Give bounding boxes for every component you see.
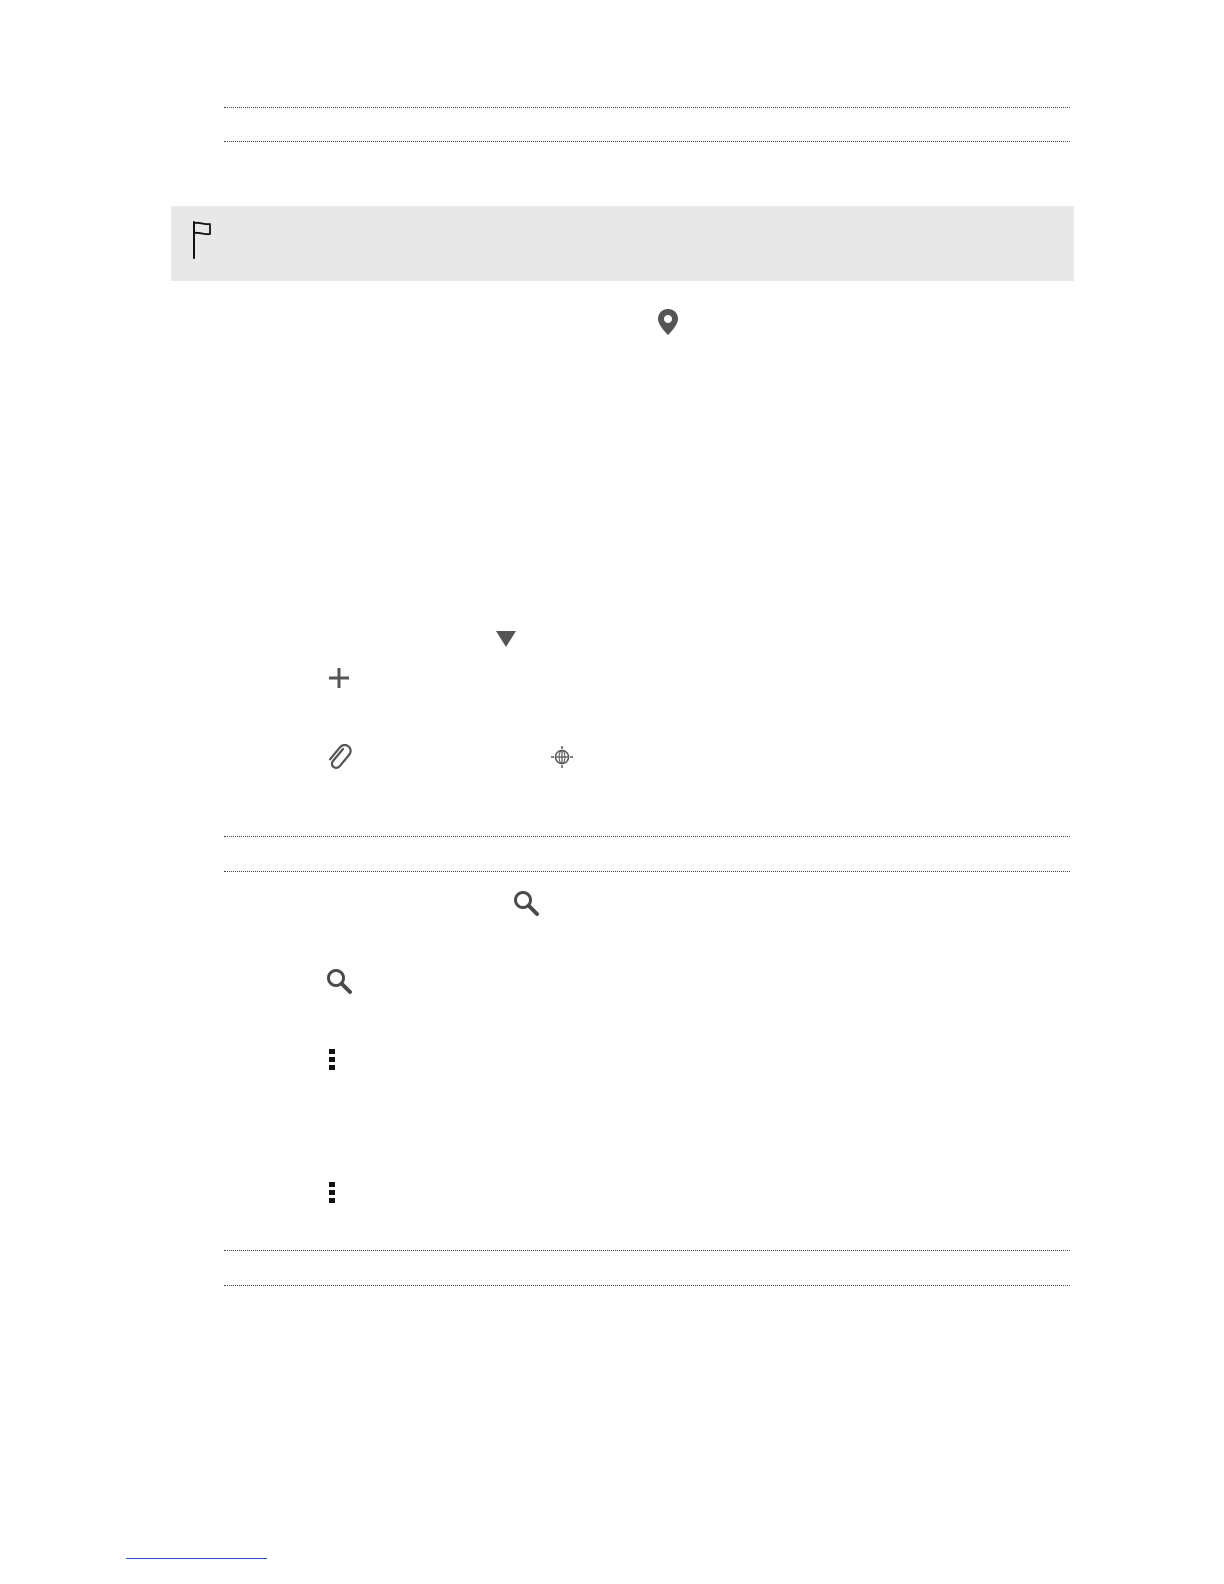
footnote-separator: [126, 1558, 267, 1559]
map-pin-icon: [656, 308, 680, 336]
section-rule-top-1: [224, 107, 1070, 108]
search-icon[interactable]: [511, 888, 541, 918]
paperclip-icon[interactable]: [325, 742, 353, 772]
dropdown-arrow-icon[interactable]: [494, 629, 518, 649]
section-rule-bottom-2: [224, 871, 1070, 872]
more-options-icon[interactable]: [326, 1180, 338, 1206]
section-rule-top-3: [224, 1250, 1070, 1251]
flag-icon: [189, 220, 215, 260]
section-rule-bottom-1: [224, 141, 1070, 142]
location-target-icon[interactable]: [550, 745, 574, 769]
search-icon[interactable]: [324, 966, 354, 996]
section-rule-bottom-3: [224, 1285, 1070, 1286]
plus-icon[interactable]: [326, 665, 352, 691]
section-rule-top-2: [224, 836, 1070, 837]
more-options-icon[interactable]: [326, 1047, 338, 1073]
note-box: [171, 206, 1074, 281]
